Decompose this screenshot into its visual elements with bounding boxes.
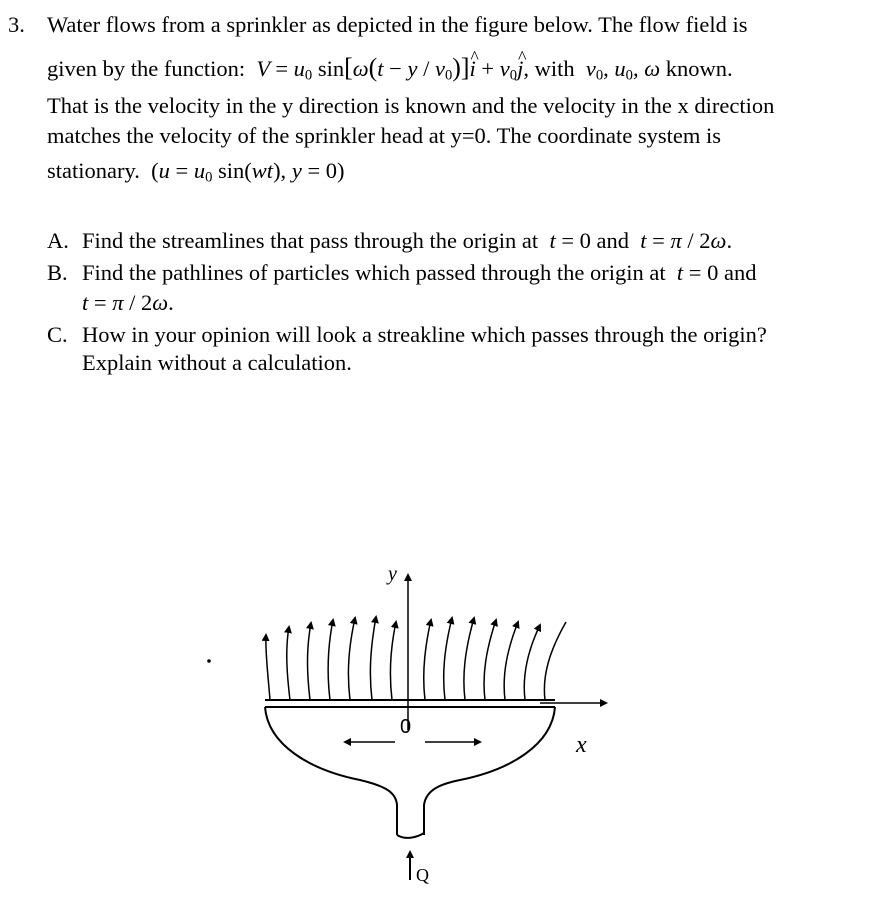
- jet-12: [504, 622, 518, 700]
- line2-with: , with: [523, 56, 575, 81]
- known-parameters: $v_0$, $u_0$, ω: [580, 56, 661, 84]
- origin-label: 0: [400, 716, 412, 738]
- jet-10: [464, 618, 474, 700]
- y-axis-label: y: [388, 563, 397, 585]
- part-b-text: Find the pathlines of particles which passed through the origin at: [82, 260, 666, 285]
- part-a-t1: t = π / 2ω.: [634, 228, 733, 253]
- funnel-right: [424, 707, 555, 835]
- part-a-t0: t = 0: [543, 228, 591, 253]
- jet-13: [524, 625, 540, 700]
- jet-3: [308, 623, 312, 700]
- water-jets: [266, 617, 566, 700]
- part-b-t1: t = π / 2ω.: [82, 290, 174, 315]
- jet-7: [390, 622, 396, 700]
- problem-line-4: matches the velocity of the sprinkler head at y=0. The coordinate system is: [47, 123, 721, 148]
- inflow-label: Q: [416, 865, 429, 885]
- part-c-letter: C.: [47, 322, 68, 347]
- part-a-letter: A.: [47, 228, 69, 253]
- part-a-and: and: [596, 228, 630, 253]
- part-c-line-2: Explain without a calculation.: [82, 350, 352, 375]
- jet-1: [266, 635, 270, 700]
- jet-2: [287, 627, 290, 700]
- problem-line-3: That is the velocity in the y direction is known and the velocity in the x direction: [47, 93, 775, 118]
- funnel-bottom: [397, 833, 424, 838]
- flow-field-equation: $V = u_0$ $\sin[\omega(t - y / v_0)]i$ ^ + $v_0j$ ^: [251, 56, 524, 81]
- boundary-condition: ($u = u_0$ sin(wt), y = 0): [151, 158, 345, 186]
- stray-dot: [207, 659, 211, 663]
- part-b-and: and: [723, 260, 757, 285]
- jet-8: [424, 620, 431, 700]
- part-c-line-1: How in your opinion will look a streakline which passes through the origin?: [82, 322, 767, 347]
- part-b-t0: t = 0: [671, 260, 719, 285]
- jet-5: [348, 618, 355, 700]
- part-b-letter: B.: [47, 260, 68, 285]
- jet-14: [544, 622, 566, 700]
- line5-prefix: stationary.: [47, 158, 140, 183]
- jet-4: [328, 620, 333, 700]
- jet-6: [370, 617, 376, 700]
- x-axis-label: x: [576, 732, 587, 758]
- jet-11: [484, 620, 496, 700]
- funnel-left: [265, 707, 397, 835]
- problem-number: 3.: [8, 12, 25, 37]
- problem-line-1: Water flows from a sprinkler as depicted in the figure below. The flow field is: [47, 12, 748, 37]
- jet-9: [444, 618, 452, 700]
- line2-prefix: given by the function:: [47, 56, 246, 81]
- line2-known: known.: [665, 56, 733, 81]
- part-a-text: Find the streamlines that pass through the origin at: [82, 228, 539, 253]
